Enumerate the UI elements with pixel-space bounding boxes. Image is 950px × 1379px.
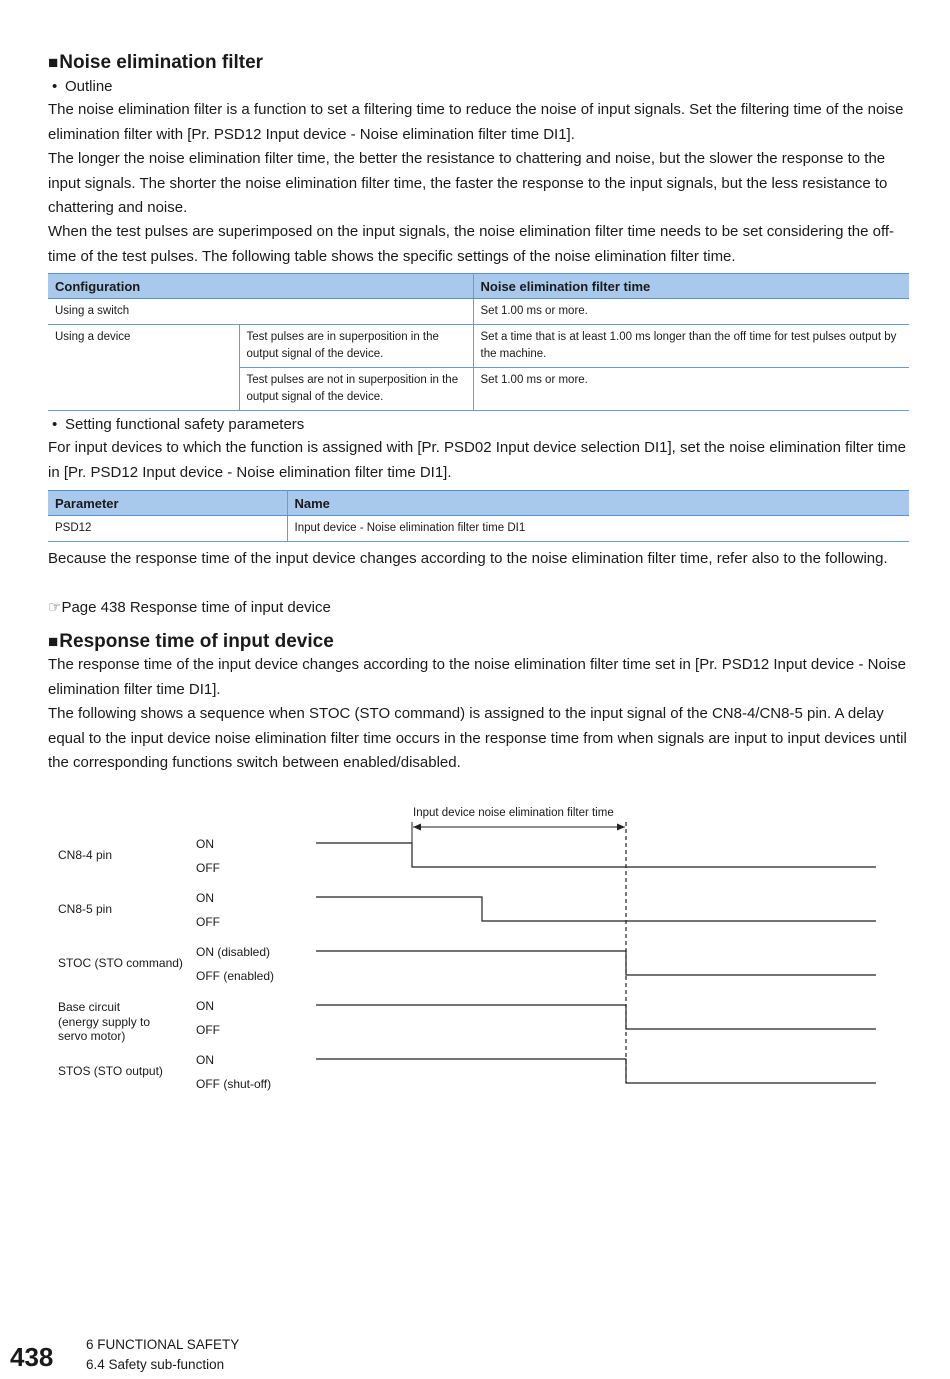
waveform-cn8-5 bbox=[316, 897, 876, 921]
state-on-label: ON (disabled) bbox=[196, 945, 271, 959]
state-on-label: ON bbox=[196, 999, 214, 1013]
table-cell: Using a switch bbox=[48, 299, 473, 325]
paragraph: When the test pulses are superimposed on the input signals, the noise elimination filter time needs to be set considering the off-time of the test pulses. The following table shows the specific settings of the noise elimination filter time. bbox=[48, 223, 895, 265]
paragraph: The noise elimination filter is a function to set a filtering time to reduce the noise of input signals. Set the filtering time of the noise elimination filter with [Pr. PSD12 Input device - Noise elimination filter time DI1]. bbox=[48, 101, 904, 143]
paragraph: The response time of the input device changes according to the noise elimination filter time set in [Pr. PSD12 Input device - Noise elimination filter time DI1]. bbox=[48, 656, 906, 698]
state-on-label: ON bbox=[196, 1053, 214, 1067]
state-off-label: OFF bbox=[196, 861, 220, 875]
signal-label-cn8-4: CN8-4 pin bbox=[58, 848, 113, 862]
arrow-right-icon bbox=[617, 824, 625, 831]
footer-section: 6.4 Safety sub-function bbox=[86, 1357, 225, 1372]
bullet-setting-parameters: • Setting functional safety parameters bbox=[52, 416, 305, 433]
table-cell: Set 1.00 ms or more. bbox=[473, 368, 909, 411]
table-cell: Set 1.00 ms or more. bbox=[473, 299, 909, 325]
paragraph: For input devices to which the function is assigned with [Pr. PSD02 Input device selection DI1], set the noise elimination filter time in [Pr. PSD12 Input device - Noise elimination filter time DI1]. bbox=[48, 439, 906, 481]
waveform-base-circuit bbox=[316, 1005, 876, 1029]
waveform-stos bbox=[316, 1059, 876, 1083]
footer-chapter: 6 FUNCTIONAL SAFETY bbox=[86, 1337, 240, 1352]
page-reference-link[interactable]: ☞Page 438 Response time of input device bbox=[48, 599, 331, 616]
table-header: Parameter bbox=[48, 491, 287, 516]
table-cell: PSD12 bbox=[48, 516, 287, 542]
paragraph: The longer the noise elimination filter time, the better the resistance to chattering and noise, but the slower the response to the input signals. The shorter the noise elimination filter time, the faster the response to the input signals, but the less resistance to chattering and noise. bbox=[48, 150, 888, 216]
section-heading-noise-filter: ■Noise elimination filter bbox=[48, 52, 264, 73]
paragraph: Because the response time of the input device changes according to the noise elimination filter time, refer also to the following. bbox=[48, 550, 888, 567]
table-header: Configuration bbox=[48, 274, 473, 299]
signal-label-stos: STOS (STO output) bbox=[58, 1064, 163, 1078]
state-off-label: OFF bbox=[196, 1023, 220, 1037]
signal-label-base-circuit: Base circuit (energy supply to servo motor) bbox=[58, 1000, 151, 1043]
table-cell: Input device - Noise elimination filter time DI1 bbox=[287, 516, 909, 542]
signal-label-stoc: STOC (STO command) bbox=[58, 956, 183, 970]
state-on-label: ON bbox=[196, 837, 214, 851]
paragraph: The following shows a sequence when STOC (STO command) is assigned to the input signal of the CN8-4/CN8-5 pin. A delay equal to the input device noise elimination filter time occurs in the response time from when signals are input to input devices until the corresponding functions switch between enabled/disabled. bbox=[48, 705, 907, 771]
bullet-outline: • Outline bbox=[52, 78, 113, 95]
state-on-label: ON bbox=[196, 891, 214, 905]
filter-time-label: Input device noise elimination filter time bbox=[413, 807, 614, 819]
table-cell: Set a time that is at least 1.00 ms longer than the off time for test pulses output by the machine. bbox=[473, 325, 909, 368]
table-cell: Test pulses are in superposition in the output signal of the device. bbox=[239, 325, 473, 368]
waveform-cn8-4 bbox=[316, 843, 876, 867]
table-cell: Using a device bbox=[48, 325, 239, 411]
waveform-stoc bbox=[316, 951, 876, 975]
section-heading-response-time: ■Response time of input device bbox=[48, 631, 334, 652]
state-off-label: OFF (shut-off) bbox=[196, 1077, 272, 1091]
signal-label-cn8-5: CN8-5 pin bbox=[58, 902, 113, 916]
state-off-label: OFF (enabled) bbox=[196, 969, 275, 983]
table-header: Noise elimination filter time bbox=[473, 274, 909, 299]
page-number: 438 bbox=[10, 1342, 54, 1372]
state-off-label: OFF bbox=[196, 915, 220, 929]
pointing-hand-icon: ☞ bbox=[48, 599, 62, 616]
table-cell: Test pulses are not in superposition in the output signal of the device. bbox=[239, 368, 473, 411]
table-header: Name bbox=[287, 491, 909, 516]
arrow-left-icon bbox=[413, 824, 421, 831]
